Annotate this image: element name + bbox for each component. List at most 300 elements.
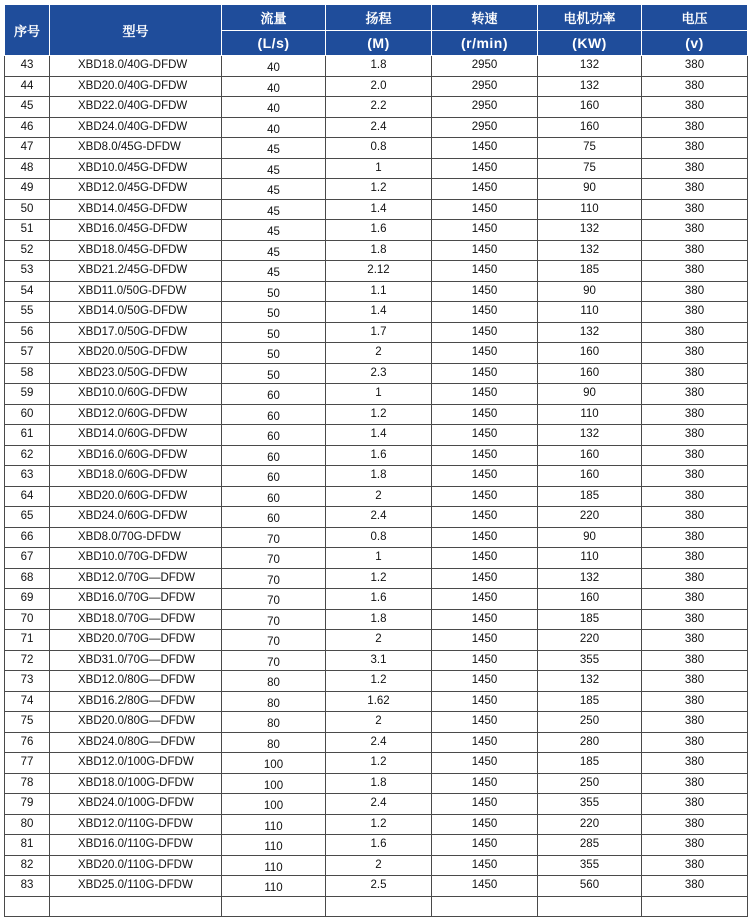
table-row bbox=[5, 691, 748, 712]
cell-flow: 70 bbox=[222, 568, 326, 589]
cell-flow: 110 bbox=[222, 835, 326, 856]
cell-power: 185 bbox=[538, 691, 642, 712]
header-head-unit: (M) bbox=[326, 31, 432, 56]
table-row bbox=[5, 486, 748, 507]
cell-power: 75 bbox=[538, 138, 642, 159]
cell-index: 51 bbox=[5, 220, 50, 241]
cell-voltage: 380 bbox=[642, 220, 748, 241]
cell-index: 65 bbox=[5, 507, 50, 528]
cell-voltage: 380 bbox=[642, 445, 748, 466]
cell-flow: 110 bbox=[222, 855, 326, 876]
table-row bbox=[5, 363, 748, 384]
cell-empty bbox=[642, 896, 748, 916]
cell-power: 132 bbox=[538, 56, 642, 77]
cell-index: 53 bbox=[5, 261, 50, 282]
cell-voltage: 380 bbox=[642, 589, 748, 610]
cell-index: 50 bbox=[5, 199, 50, 220]
cell-index: 70 bbox=[5, 609, 50, 630]
cell-power: 160 bbox=[538, 117, 642, 138]
cell-model: XBD12.0/60G-DFDW bbox=[50, 404, 222, 425]
cell-flow: 80 bbox=[222, 671, 326, 692]
cell-head: 1.4 bbox=[326, 199, 432, 220]
cell-model: XBD12.0/110G-DFDW bbox=[50, 814, 222, 835]
table-row bbox=[5, 138, 748, 159]
cell-model: XBD16.0/45G-DFDW bbox=[50, 220, 222, 241]
cell-power: 132 bbox=[538, 568, 642, 589]
cell-power: 132 bbox=[538, 671, 642, 692]
cell-power: 90 bbox=[538, 384, 642, 405]
cell-flow: 60 bbox=[222, 445, 326, 466]
header-model: 型号 bbox=[50, 5, 222, 56]
cell-voltage: 380 bbox=[642, 384, 748, 405]
cell-model: XBD8.0/45G-DFDW bbox=[50, 138, 222, 159]
cell-speed: 1450 bbox=[432, 650, 538, 671]
cell-voltage: 380 bbox=[642, 548, 748, 569]
cell-voltage: 380 bbox=[642, 650, 748, 671]
cell-empty bbox=[538, 896, 642, 916]
table-row bbox=[5, 568, 748, 589]
cell-voltage: 380 bbox=[642, 712, 748, 733]
cell-index: 63 bbox=[5, 466, 50, 487]
cell-index: 71 bbox=[5, 630, 50, 651]
cell-power: 132 bbox=[538, 425, 642, 446]
cell-power: 90 bbox=[538, 527, 642, 548]
cell-model: XBD17.0/50G-DFDW bbox=[50, 322, 222, 343]
cell-model: XBD24.0/60G-DFDW bbox=[50, 507, 222, 528]
cell-voltage: 380 bbox=[642, 425, 748, 446]
cell-index: 81 bbox=[5, 835, 50, 856]
cell-speed: 1450 bbox=[432, 527, 538, 548]
cell-index: 72 bbox=[5, 650, 50, 671]
cell-model: XBD16.2/80G—DFDW bbox=[50, 691, 222, 712]
cell-flow: 60 bbox=[222, 384, 326, 405]
table-row bbox=[5, 220, 748, 241]
cell-voltage: 380 bbox=[642, 855, 748, 876]
table-row bbox=[5, 609, 748, 630]
cell-flow: 70 bbox=[222, 630, 326, 651]
table-row bbox=[5, 527, 748, 548]
cell-speed: 1450 bbox=[432, 261, 538, 282]
cell-voltage: 380 bbox=[642, 363, 748, 384]
cell-power: 355 bbox=[538, 650, 642, 671]
cell-index: 68 bbox=[5, 568, 50, 589]
cell-voltage: 380 bbox=[642, 691, 748, 712]
cell-head: 3.1 bbox=[326, 650, 432, 671]
cell-voltage: 380 bbox=[642, 753, 748, 774]
cell-speed: 1450 bbox=[432, 835, 538, 856]
cell-index: 77 bbox=[5, 753, 50, 774]
table-row bbox=[5, 876, 748, 897]
cell-speed: 1450 bbox=[432, 753, 538, 774]
cell-index: 43 bbox=[5, 56, 50, 77]
cell-voltage: 380 bbox=[642, 240, 748, 261]
cell-model: XBD20.0/60G-DFDW bbox=[50, 486, 222, 507]
cell-speed: 1450 bbox=[432, 363, 538, 384]
cell-model: XBD20.0/40G-DFDW bbox=[50, 76, 222, 97]
cell-flow: 40 bbox=[222, 117, 326, 138]
cell-model: XBD8.0/70G-DFDW bbox=[50, 527, 222, 548]
cell-index: 69 bbox=[5, 589, 50, 610]
cell-voltage: 380 bbox=[642, 630, 748, 651]
cell-voltage: 380 bbox=[642, 281, 748, 302]
cell-voltage: 380 bbox=[642, 609, 748, 630]
cell-flow: 40 bbox=[222, 97, 326, 118]
cell-index: 47 bbox=[5, 138, 50, 159]
cell-power: 160 bbox=[538, 445, 642, 466]
table-row bbox=[5, 548, 748, 569]
cell-power: 132 bbox=[538, 220, 642, 241]
cell-flow: 50 bbox=[222, 363, 326, 384]
cell-index: 52 bbox=[5, 240, 50, 261]
cell-flow: 60 bbox=[222, 466, 326, 487]
cell-flow: 70 bbox=[222, 527, 326, 548]
cell-flow: 50 bbox=[222, 281, 326, 302]
cell-index: 60 bbox=[5, 404, 50, 425]
cell-model: XBD10.0/70G-DFDW bbox=[50, 548, 222, 569]
cell-flow: 40 bbox=[222, 56, 326, 77]
cell-speed: 1450 bbox=[432, 240, 538, 261]
cell-voltage: 380 bbox=[642, 117, 748, 138]
cell-flow: 45 bbox=[222, 220, 326, 241]
table-row bbox=[5, 117, 748, 138]
cell-index: 45 bbox=[5, 97, 50, 118]
cell-index: 48 bbox=[5, 158, 50, 179]
cell-index: 58 bbox=[5, 363, 50, 384]
cell-head: 1.4 bbox=[326, 302, 432, 323]
table-row bbox=[5, 97, 748, 118]
cell-head: 1.8 bbox=[326, 773, 432, 794]
pump-spec-table bbox=[4, 4, 748, 917]
table-row bbox=[5, 732, 748, 753]
cell-power: 560 bbox=[538, 876, 642, 897]
cell-head: 2.5 bbox=[326, 876, 432, 897]
table-row bbox=[5, 240, 748, 261]
cell-flow: 80 bbox=[222, 732, 326, 753]
cell-model: XBD12.0/70G—DFDW bbox=[50, 568, 222, 589]
cell-index: 54 bbox=[5, 281, 50, 302]
cell-speed: 1450 bbox=[432, 548, 538, 569]
cell-model: XBD16.0/110G-DFDW bbox=[50, 835, 222, 856]
cell-flow: 40 bbox=[222, 76, 326, 97]
cell-model: XBD12.0/45G-DFDW bbox=[50, 179, 222, 200]
table-row bbox=[5, 261, 748, 282]
cell-voltage: 380 bbox=[642, 138, 748, 159]
cell-voltage: 380 bbox=[642, 507, 748, 528]
table-row bbox=[5, 630, 748, 651]
cell-flow: 110 bbox=[222, 814, 326, 835]
table-row bbox=[5, 445, 748, 466]
cell-index: 56 bbox=[5, 322, 50, 343]
cell-flow: 60 bbox=[222, 507, 326, 528]
cell-speed: 1450 bbox=[432, 220, 538, 241]
cell-voltage: 380 bbox=[642, 76, 748, 97]
cell-index: 62 bbox=[5, 445, 50, 466]
cell-flow: 50 bbox=[222, 322, 326, 343]
cell-empty bbox=[5, 896, 50, 916]
table-row bbox=[5, 384, 748, 405]
cell-voltage: 380 bbox=[642, 302, 748, 323]
cell-voltage: 380 bbox=[642, 179, 748, 200]
cell-head: 1 bbox=[326, 158, 432, 179]
cell-index: 83 bbox=[5, 876, 50, 897]
cell-head: 2 bbox=[326, 855, 432, 876]
cell-flow: 60 bbox=[222, 425, 326, 446]
cell-flow: 45 bbox=[222, 138, 326, 159]
cell-index: 78 bbox=[5, 773, 50, 794]
cell-speed: 1450 bbox=[432, 507, 538, 528]
cell-head: 2 bbox=[326, 486, 432, 507]
cell-head: 0.8 bbox=[326, 138, 432, 159]
cell-power: 90 bbox=[538, 179, 642, 200]
cell-speed: 1450 bbox=[432, 466, 538, 487]
cell-head: 1.6 bbox=[326, 220, 432, 241]
cell-voltage: 380 bbox=[642, 835, 748, 856]
cell-head: 1 bbox=[326, 384, 432, 405]
header-head: 扬程 bbox=[326, 5, 432, 31]
cell-flow: 70 bbox=[222, 589, 326, 610]
cell-empty bbox=[50, 896, 222, 916]
cell-voltage: 380 bbox=[642, 322, 748, 343]
header-speed-unit: (r/min) bbox=[432, 31, 538, 56]
header-power-unit: (KW) bbox=[538, 31, 642, 56]
cell-power: 160 bbox=[538, 343, 642, 364]
table-row bbox=[5, 76, 748, 97]
cell-model: XBD12.0/80G—DFDW bbox=[50, 671, 222, 692]
cell-model: XBD20.0/80G—DFDW bbox=[50, 712, 222, 733]
cell-model: XBD21.2/45G-DFDW bbox=[50, 261, 222, 282]
header-row-names bbox=[5, 5, 748, 31]
cell-speed: 1450 bbox=[432, 281, 538, 302]
table-row bbox=[5, 302, 748, 323]
table-row bbox=[5, 466, 748, 487]
cell-power: 110 bbox=[538, 199, 642, 220]
cell-head: 2.2 bbox=[326, 97, 432, 118]
cell-flow: 60 bbox=[222, 404, 326, 425]
cell-model: XBD16.0/60G-DFDW bbox=[50, 445, 222, 466]
cell-power: 355 bbox=[538, 855, 642, 876]
cell-power: 132 bbox=[538, 240, 642, 261]
cell-index: 67 bbox=[5, 548, 50, 569]
table-header bbox=[5, 5, 748, 56]
cell-head: 2.3 bbox=[326, 363, 432, 384]
cell-index: 46 bbox=[5, 117, 50, 138]
cell-voltage: 380 bbox=[642, 671, 748, 692]
cell-speed: 1450 bbox=[432, 343, 538, 364]
cell-speed: 1450 bbox=[432, 179, 538, 200]
cell-power: 132 bbox=[538, 76, 642, 97]
header-flow: 流量 bbox=[222, 5, 326, 31]
cell-power: 185 bbox=[538, 609, 642, 630]
cell-index: 82 bbox=[5, 855, 50, 876]
cell-voltage: 380 bbox=[642, 732, 748, 753]
header-speed: 转速 bbox=[432, 5, 538, 31]
cell-power: 160 bbox=[538, 466, 642, 487]
cell-voltage: 380 bbox=[642, 466, 748, 487]
cell-flow: 60 bbox=[222, 486, 326, 507]
cell-head: 1.6 bbox=[326, 589, 432, 610]
cell-head: 1.6 bbox=[326, 835, 432, 856]
cell-flow: 80 bbox=[222, 691, 326, 712]
table-row bbox=[5, 56, 748, 77]
pump-spec-table-container bbox=[4, 4, 747, 917]
cell-model: XBD14.0/45G-DFDW bbox=[50, 199, 222, 220]
cell-head: 1.4 bbox=[326, 425, 432, 446]
cell-head: 1.8 bbox=[326, 240, 432, 261]
cell-power: 132 bbox=[538, 322, 642, 343]
table-row bbox=[5, 343, 748, 364]
cell-model: XBD18.0/70G—DFDW bbox=[50, 609, 222, 630]
cell-model: XBD18.0/60G-DFDW bbox=[50, 466, 222, 487]
cell-flow: 50 bbox=[222, 302, 326, 323]
cell-index: 57 bbox=[5, 343, 50, 364]
cell-power: 160 bbox=[538, 363, 642, 384]
header-index: 序号 bbox=[5, 5, 50, 56]
cell-speed: 2950 bbox=[432, 56, 538, 77]
cell-flow: 80 bbox=[222, 712, 326, 733]
cell-flow: 45 bbox=[222, 240, 326, 261]
cell-speed: 1450 bbox=[432, 568, 538, 589]
cell-head: 2.0 bbox=[326, 76, 432, 97]
cell-speed: 2950 bbox=[432, 97, 538, 118]
table-row bbox=[5, 773, 748, 794]
table-row bbox=[5, 650, 748, 671]
cell-speed: 1450 bbox=[432, 158, 538, 179]
cell-flow: 50 bbox=[222, 343, 326, 364]
cell-power: 160 bbox=[538, 589, 642, 610]
cell-speed: 1450 bbox=[432, 630, 538, 651]
cell-power: 75 bbox=[538, 158, 642, 179]
cell-head: 1.2 bbox=[326, 404, 432, 425]
table-row-empty bbox=[5, 896, 748, 916]
cell-voltage: 380 bbox=[642, 56, 748, 77]
cell-model: XBD23.0/50G-DFDW bbox=[50, 363, 222, 384]
cell-head: 2.4 bbox=[326, 507, 432, 528]
table-row bbox=[5, 671, 748, 692]
cell-head: 1.6 bbox=[326, 445, 432, 466]
cell-head: 1.8 bbox=[326, 466, 432, 487]
cell-head: 1.2 bbox=[326, 671, 432, 692]
cell-flow: 45 bbox=[222, 199, 326, 220]
cell-index: 64 bbox=[5, 486, 50, 507]
cell-head: 0.8 bbox=[326, 527, 432, 548]
table-row bbox=[5, 794, 748, 815]
cell-flow: 70 bbox=[222, 548, 326, 569]
cell-index: 49 bbox=[5, 179, 50, 200]
cell-voltage: 380 bbox=[642, 486, 748, 507]
cell-index: 75 bbox=[5, 712, 50, 733]
cell-power: 250 bbox=[538, 712, 642, 733]
header-voltage-unit: (v) bbox=[642, 31, 748, 56]
table-row bbox=[5, 507, 748, 528]
cell-index: 80 bbox=[5, 814, 50, 835]
cell-speed: 1450 bbox=[432, 404, 538, 425]
cell-model: XBD18.0/45G-DFDW bbox=[50, 240, 222, 261]
table-row bbox=[5, 814, 748, 835]
cell-speed: 1450 bbox=[432, 691, 538, 712]
cell-model: XBD31.0/70G—DFDW bbox=[50, 650, 222, 671]
cell-model: XBD24.0/80G—DFDW bbox=[50, 732, 222, 753]
cell-empty bbox=[432, 896, 538, 916]
cell-flow: 45 bbox=[222, 261, 326, 282]
cell-speed: 1450 bbox=[432, 671, 538, 692]
table-row bbox=[5, 753, 748, 774]
table-row bbox=[5, 425, 748, 446]
cell-model: XBD18.0/40G-DFDW bbox=[50, 56, 222, 77]
cell-power: 110 bbox=[538, 404, 642, 425]
cell-speed: 1450 bbox=[432, 199, 538, 220]
cell-flow: 45 bbox=[222, 158, 326, 179]
cell-power: 110 bbox=[538, 302, 642, 323]
header-flow-unit: (L/s) bbox=[222, 31, 326, 56]
cell-speed: 1450 bbox=[432, 384, 538, 405]
cell-flow: 100 bbox=[222, 753, 326, 774]
cell-model: XBD11.0/50G-DFDW bbox=[50, 281, 222, 302]
cell-model: XBD25.0/110G-DFDW bbox=[50, 876, 222, 897]
cell-head: 2.4 bbox=[326, 117, 432, 138]
cell-speed: 1450 bbox=[432, 589, 538, 610]
cell-index: 74 bbox=[5, 691, 50, 712]
cell-voltage: 380 bbox=[642, 527, 748, 548]
cell-speed: 1450 bbox=[432, 322, 538, 343]
cell-head: 1.8 bbox=[326, 609, 432, 630]
cell-voltage: 380 bbox=[642, 404, 748, 425]
cell-speed: 1450 bbox=[432, 732, 538, 753]
cell-voltage: 380 bbox=[642, 794, 748, 815]
cell-empty bbox=[326, 896, 432, 916]
cell-head: 1.62 bbox=[326, 691, 432, 712]
cell-voltage: 380 bbox=[642, 876, 748, 897]
cell-flow: 100 bbox=[222, 773, 326, 794]
cell-speed: 1450 bbox=[432, 876, 538, 897]
cell-model: XBD10.0/60G-DFDW bbox=[50, 384, 222, 405]
cell-speed: 1450 bbox=[432, 609, 538, 630]
cell-index: 73 bbox=[5, 671, 50, 692]
cell-head: 1.1 bbox=[326, 281, 432, 302]
table-row bbox=[5, 404, 748, 425]
cell-power: 220 bbox=[538, 814, 642, 835]
cell-head: 1.2 bbox=[326, 568, 432, 589]
table-row bbox=[5, 712, 748, 733]
table-row bbox=[5, 322, 748, 343]
cell-speed: 1450 bbox=[432, 486, 538, 507]
cell-voltage: 380 bbox=[642, 814, 748, 835]
cell-head: 2.4 bbox=[326, 732, 432, 753]
cell-model: XBD12.0/100G-DFDW bbox=[50, 753, 222, 774]
cell-speed: 1450 bbox=[432, 302, 538, 323]
cell-speed: 1450 bbox=[432, 445, 538, 466]
cell-speed: 1450 bbox=[432, 855, 538, 876]
table-row bbox=[5, 158, 748, 179]
table-row bbox=[5, 589, 748, 610]
cell-head: 1 bbox=[326, 548, 432, 569]
cell-voltage: 380 bbox=[642, 97, 748, 118]
cell-power: 185 bbox=[538, 753, 642, 774]
cell-speed: 1450 bbox=[432, 814, 538, 835]
cell-flow: 110 bbox=[222, 876, 326, 897]
cell-head: 1.8 bbox=[326, 56, 432, 77]
table-body bbox=[5, 56, 748, 917]
cell-model: XBD20.0/50G-DFDW bbox=[50, 343, 222, 364]
cell-speed: 2950 bbox=[432, 117, 538, 138]
cell-voltage: 380 bbox=[642, 158, 748, 179]
cell-head: 1.2 bbox=[326, 814, 432, 835]
cell-voltage: 380 bbox=[642, 199, 748, 220]
cell-speed: 1450 bbox=[432, 138, 538, 159]
header-voltage: 电压 bbox=[642, 5, 748, 31]
cell-head: 1.2 bbox=[326, 753, 432, 774]
cell-model: XBD18.0/100G-DFDW bbox=[50, 773, 222, 794]
cell-model: XBD20.0/70G—DFDW bbox=[50, 630, 222, 651]
